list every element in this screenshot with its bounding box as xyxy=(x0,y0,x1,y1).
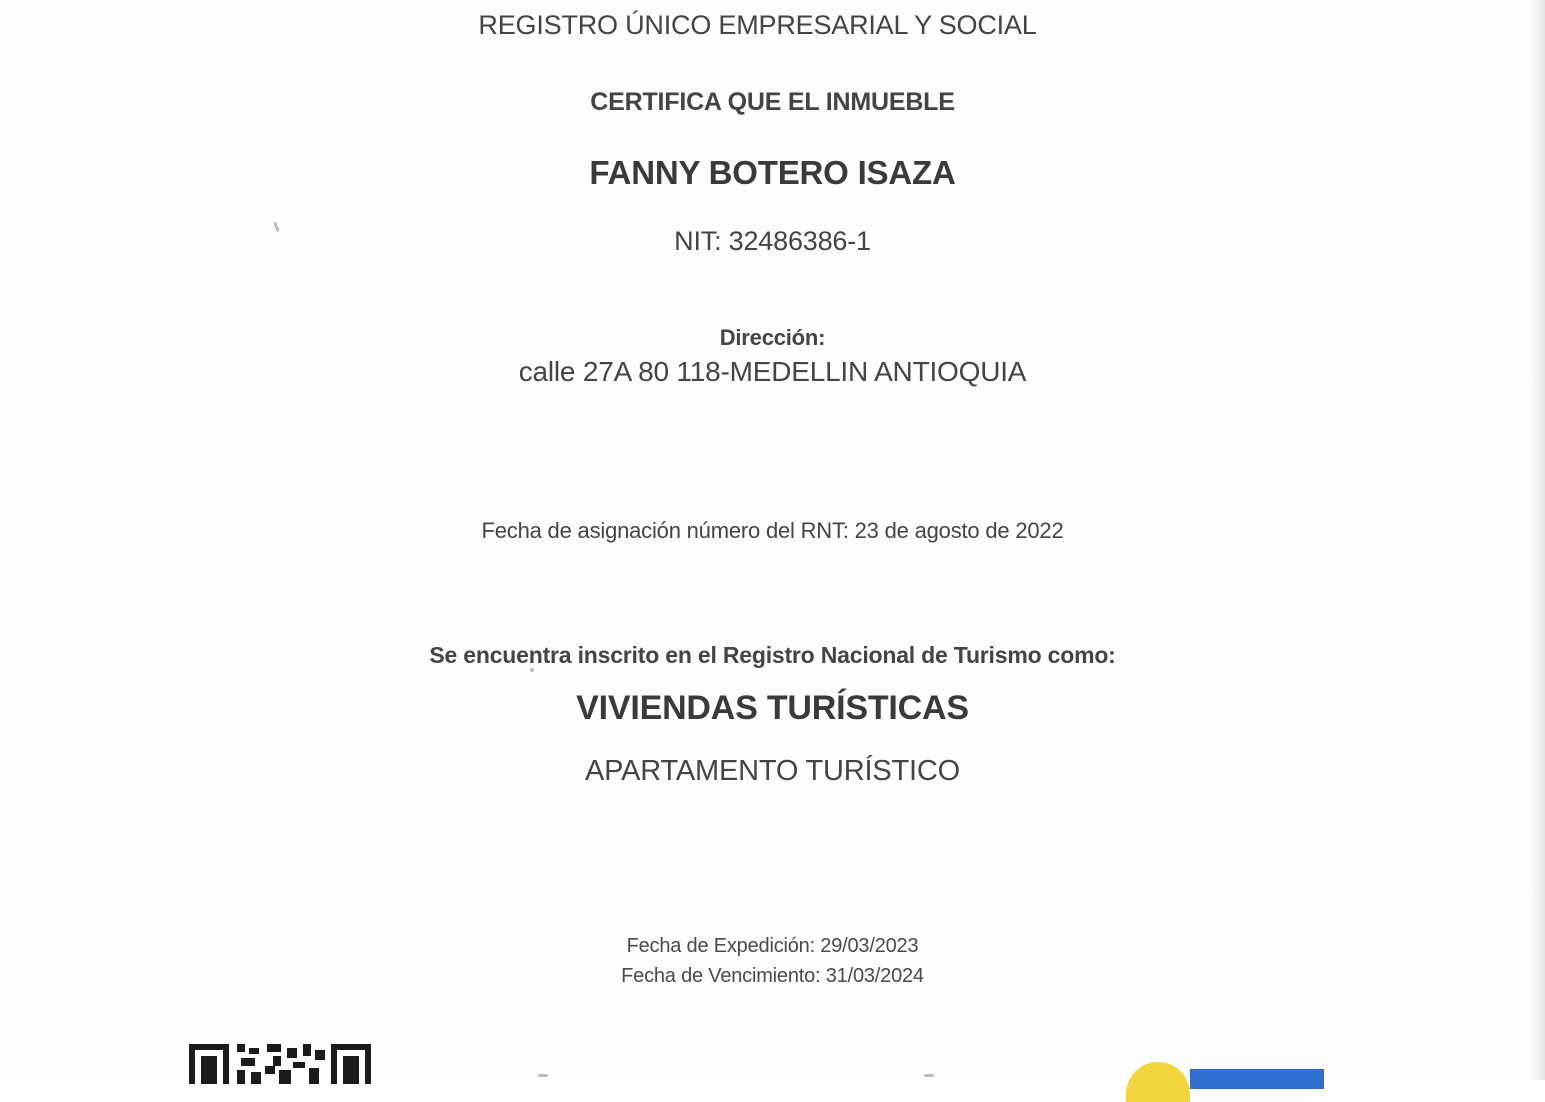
issue-date: Fecha de Expedición: 29/03/2023 xyxy=(626,935,919,957)
registry-header: REGISTRO ÚNICO EMPRESARIAL Y SOCIAL xyxy=(478,10,1037,40)
subcategory-title: APARTAMENTO TURÍSTICO xyxy=(585,755,960,787)
brand-logo-bar xyxy=(1190,1069,1324,1089)
scan-speck xyxy=(924,1074,934,1077)
nit-number: NIT: 32486386-1 xyxy=(674,226,871,256)
scan-speck xyxy=(538,1074,548,1077)
registered-as-text: Se encuentra inscrito en el Registro Nacional de Turismo como: xyxy=(429,642,1116,668)
certifies-heading: CERTIFICA QUE EL INMUEBLE xyxy=(590,88,955,116)
address-label: Dirección: xyxy=(719,325,826,350)
scan-speck xyxy=(530,668,534,672)
rnt-assignment-date: Fecha de asignación número del RNT: 23 de agosto de 2022 xyxy=(481,518,1064,543)
address-value: calle 27A 80 118-MEDELLIN ANTIOQUIA xyxy=(518,356,1027,387)
owner-name: FANNY BOTERO ISAZA xyxy=(589,154,956,191)
qr-code-icon xyxy=(189,1044,371,1084)
expiry-date: Fecha de Vencimiento: 31/03/2024 xyxy=(621,965,924,987)
seal-logo-icon xyxy=(1126,1062,1190,1102)
page-edge-shadow xyxy=(1531,0,1545,1080)
category-title: VIVIENDAS TURÍSTICAS xyxy=(576,689,969,727)
